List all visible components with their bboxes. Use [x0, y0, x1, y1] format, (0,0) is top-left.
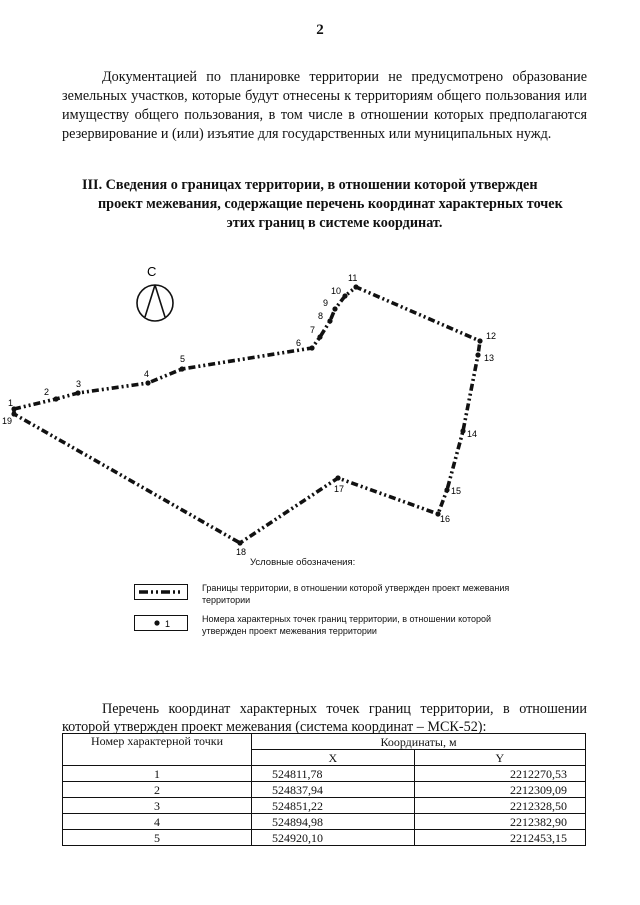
section-heading: [82, 176, 587, 233]
boundary-point-label: 4: [144, 369, 150, 379]
cell-point-number: 4: [63, 814, 252, 830]
coords-caption: Перечень координат характерных точек границ территории, в отношении которой утвержден проект межевания (система координат – МСК-52):: [62, 701, 587, 735]
boundary-point-label: 11: [348, 273, 358, 283]
boundary-point-marker: [342, 293, 347, 298]
boundary-point-label: 15: [451, 486, 462, 496]
coords-table: [62, 733, 586, 846]
cell-y: 2212453,15: [414, 830, 585, 846]
table-header-row: [63, 734, 586, 750]
boundary-points: [2, 273, 496, 557]
section-heading-line-2: проект межевания, содержащие перечень координат характерных точек: [98, 196, 563, 212]
boundary-point-marker: [353, 284, 358, 289]
table-row: [63, 798, 586, 814]
legend-item-point: [134, 615, 534, 645]
section-heading-line-1: III. Сведения о границах территории, в отношении которой утвержден: [82, 177, 538, 193]
boundary-point-marker: [444, 487, 449, 492]
cell-point-number: 3: [63, 798, 252, 814]
point-marker-icon: [135, 616, 187, 630]
intro-paragraph: Документацией по планировке территории не предусмотрено образование земельных участков, которые будут отнесены к территориям общего пользования или имуществу общего пользования, в том числе в отношении которых предполагаются резервирование и (или) изъятие для государственных или муниципальных нужд.: [62, 69, 587, 142]
cell-x: 524920,10: [252, 830, 415, 846]
boundary-point-marker: [75, 390, 80, 395]
header-point: Номер характерной точки: [63, 734, 252, 766]
cell-point-number: 2: [63, 782, 252, 798]
legend-title: Условные обозначения:: [250, 557, 356, 568]
boundary-point-label: 10: [331, 286, 342, 296]
cell-y: 2212270,53: [414, 766, 585, 782]
boundary-point-marker: [475, 352, 480, 357]
boundary-point-marker: [11, 411, 16, 416]
north-arrow-icon: [137, 264, 173, 321]
boundary-point-label: 5: [180, 354, 186, 364]
boundary-point-label: 18: [236, 547, 247, 557]
header-x: X: [252, 750, 415, 766]
boundary-point-label: 6: [296, 338, 302, 348]
legend-item-boundary: [134, 584, 534, 614]
boundary-point-marker: [477, 338, 482, 343]
boundary-scheme: [2, 256, 520, 566]
cell-y: 2212382,90: [414, 814, 585, 830]
cell-x: 524894,98: [252, 814, 415, 830]
boundary-point-marker: [332, 306, 337, 311]
table-row: [63, 782, 586, 798]
page-number: 2: [316, 22, 324, 38]
header-y: Y: [414, 750, 585, 766]
boundary-line: [14, 287, 480, 543]
legend-point-symbol: [134, 615, 188, 631]
north-label: С: [147, 264, 157, 279]
cell-y: 2212309,09: [414, 782, 585, 798]
boundary-point-marker: [309, 345, 314, 350]
boundary-point-label: 14: [467, 429, 478, 439]
boundary-point-label: 19: [2, 416, 13, 426]
cell-y: 2212328,50: [414, 798, 585, 814]
header-coords: Координаты, м: [252, 734, 586, 750]
boundary-point-label: 17: [334, 484, 345, 494]
legend-boundary-symbol: [134, 584, 188, 600]
table-row: [63, 814, 586, 830]
boundary-point-label: 12: [486, 331, 497, 341]
boundary-point-label: 7: [310, 325, 316, 335]
table-row: [63, 830, 586, 846]
cell-x: 524811,78: [252, 766, 415, 782]
boundary-point-marker: [460, 428, 465, 433]
boundary-point-marker: [179, 366, 184, 371]
boundary-line-icon: [135, 585, 187, 599]
legend-boundary-text: Границы территории, в отношении которой утвержден проект межевания территории: [202, 583, 510, 605]
boundary-point-marker: [53, 396, 58, 401]
boundary-point-marker: [145, 380, 150, 385]
cell-point-number: 5: [63, 830, 252, 846]
boundary-point-marker: [237, 540, 242, 545]
cell-x: 524851,22: [252, 798, 415, 814]
legend-point-sample: 1: [165, 619, 171, 629]
section-heading-line-3: этих границ в системе координат.: [226, 215, 443, 231]
boundary-point-label: 9: [323, 298, 329, 308]
legend-point-text: Номера характерных точек границ территории, в отношении которой утвержден проект межевания территории: [202, 614, 492, 636]
boundary-point-marker: [335, 475, 340, 480]
boundary-point-label: 1: [8, 398, 14, 408]
cell-x: 524837,94: [252, 782, 415, 798]
boundary-point-marker: [327, 318, 332, 323]
table-row: [63, 766, 586, 782]
coords-table-body: [63, 766, 586, 846]
boundary-point-marker: [317, 334, 322, 339]
cell-point-number: 1: [63, 766, 252, 782]
boundary-point-label: 8: [318, 311, 324, 321]
boundary-point-label: 3: [76, 379, 82, 389]
boundary-point-label: 13: [484, 353, 495, 363]
boundary-point-label: 16: [440, 514, 451, 524]
boundary-point-label: 2: [44, 387, 50, 397]
